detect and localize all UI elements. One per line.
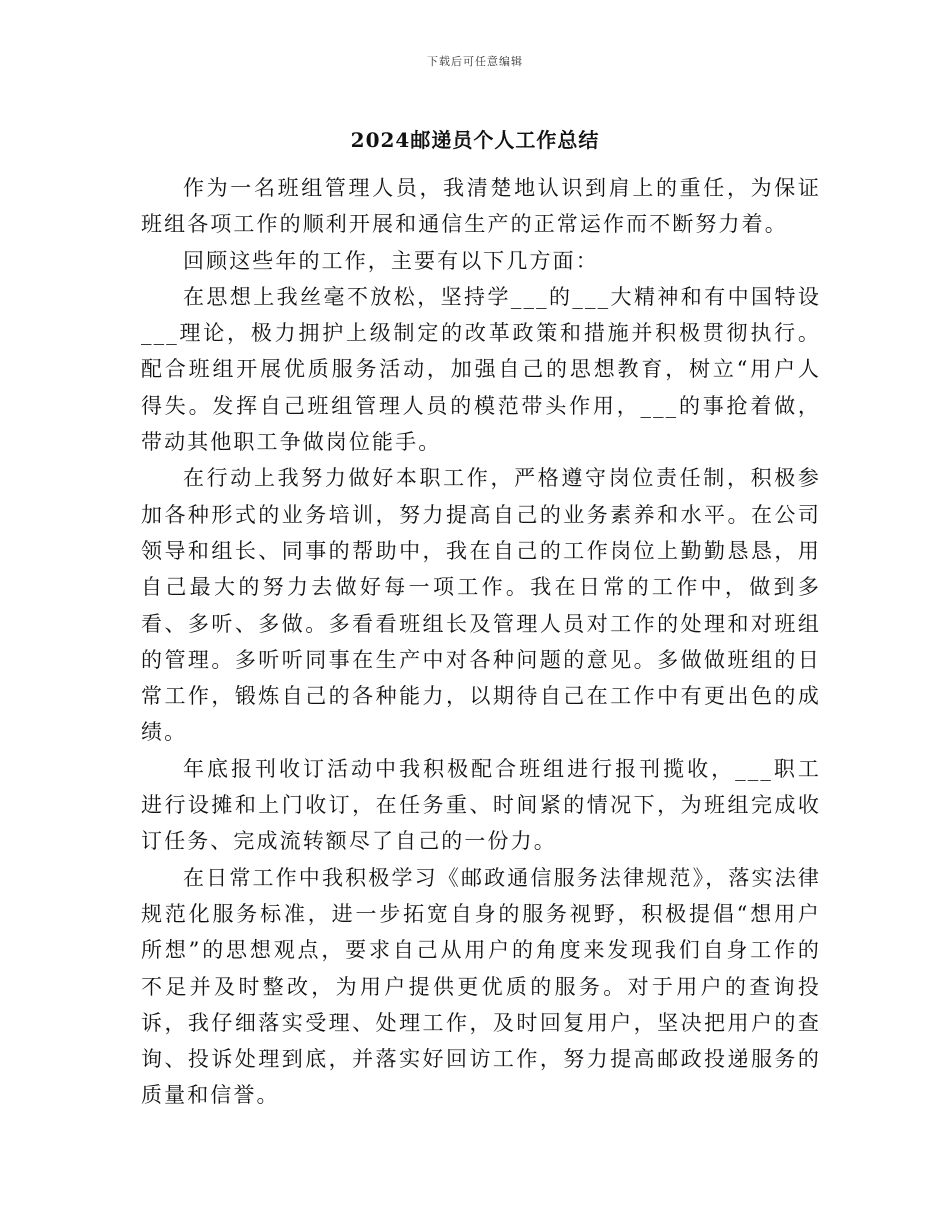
paragraph-subscription: 年底报刊收订活动中我积极配合班组进行报刊揽收，___职工进行设摊和上门收订，在任务重、时间紧的情况下，为班组完成收订任务、完成流转额尽了自己的一份力。 — [141, 756, 821, 854]
paragraph-action: 在行动上我努力做好本职工作，严格遵守岗位责任制，积极参加各种形式的业务培训，努力提高自己的业务素养和水平。在公司领导和组长、同事的帮助中，我在自己的工作岗位上勤勤恳恳，用自己最大的努力去做好每一项工作。我在日常的工作中，做到多看、多听、多做。多看看班组长及管理人员对工作的处理和对班组的管理。多听听同事在生产中对各种问题的意见。多做做班组的日常工作，锻炼自己的各种能力，以期待自己在工作中有更出色的成绩。 — [141, 466, 821, 745]
paragraph-intro: 作为一名班组管理人员，我清楚地认识到肩上的重任，为保证班组各项工作的顺利开展和通信生产的正常运作而不断努力着。 — [141, 176, 821, 237]
document-body — [141, 170, 821, 1114]
paragraph-daily-work: 在日常工作中我积极学习《邮政通信服务法律规范》，落实法律规范化服务标准，进一步拓宽自身的服务视野，积极提倡“想用户所想”的思想观点，要求自己从用户的角度来发现我们自身工作的不足并及时整改，为用户提供更优质的服务。对于用户的查询投诉，我仔细落实受理、处理工作，及时回复用户，坚决把用户的查询、投诉处理到底，并落实好回访工作，努力提高邮政投递服务的质量和信誉。 — [141, 865, 821, 1108]
page-header-note: 下载后可任意编辑 — [427, 55, 523, 68]
document-title: 2024邮递员个人工作总结 — [350, 128, 600, 152]
paragraph-ideology: 在思想上我丝毫不放松，坚持学___的___大精神和有中国特设___理论，极力拥护上级制定的改革政策和措施并积极贯彻执行。配合班组开展优质服务活动，加强自己的思想教育，树立“用户人得失。发挥自己班组管理人员的模范带头作用，___的事抢着做，带动其他职工争做岗位能手。 — [141, 284, 821, 455]
paragraph-review: 回顾这些年的工作，主要有以下几方面： — [183, 248, 599, 273]
